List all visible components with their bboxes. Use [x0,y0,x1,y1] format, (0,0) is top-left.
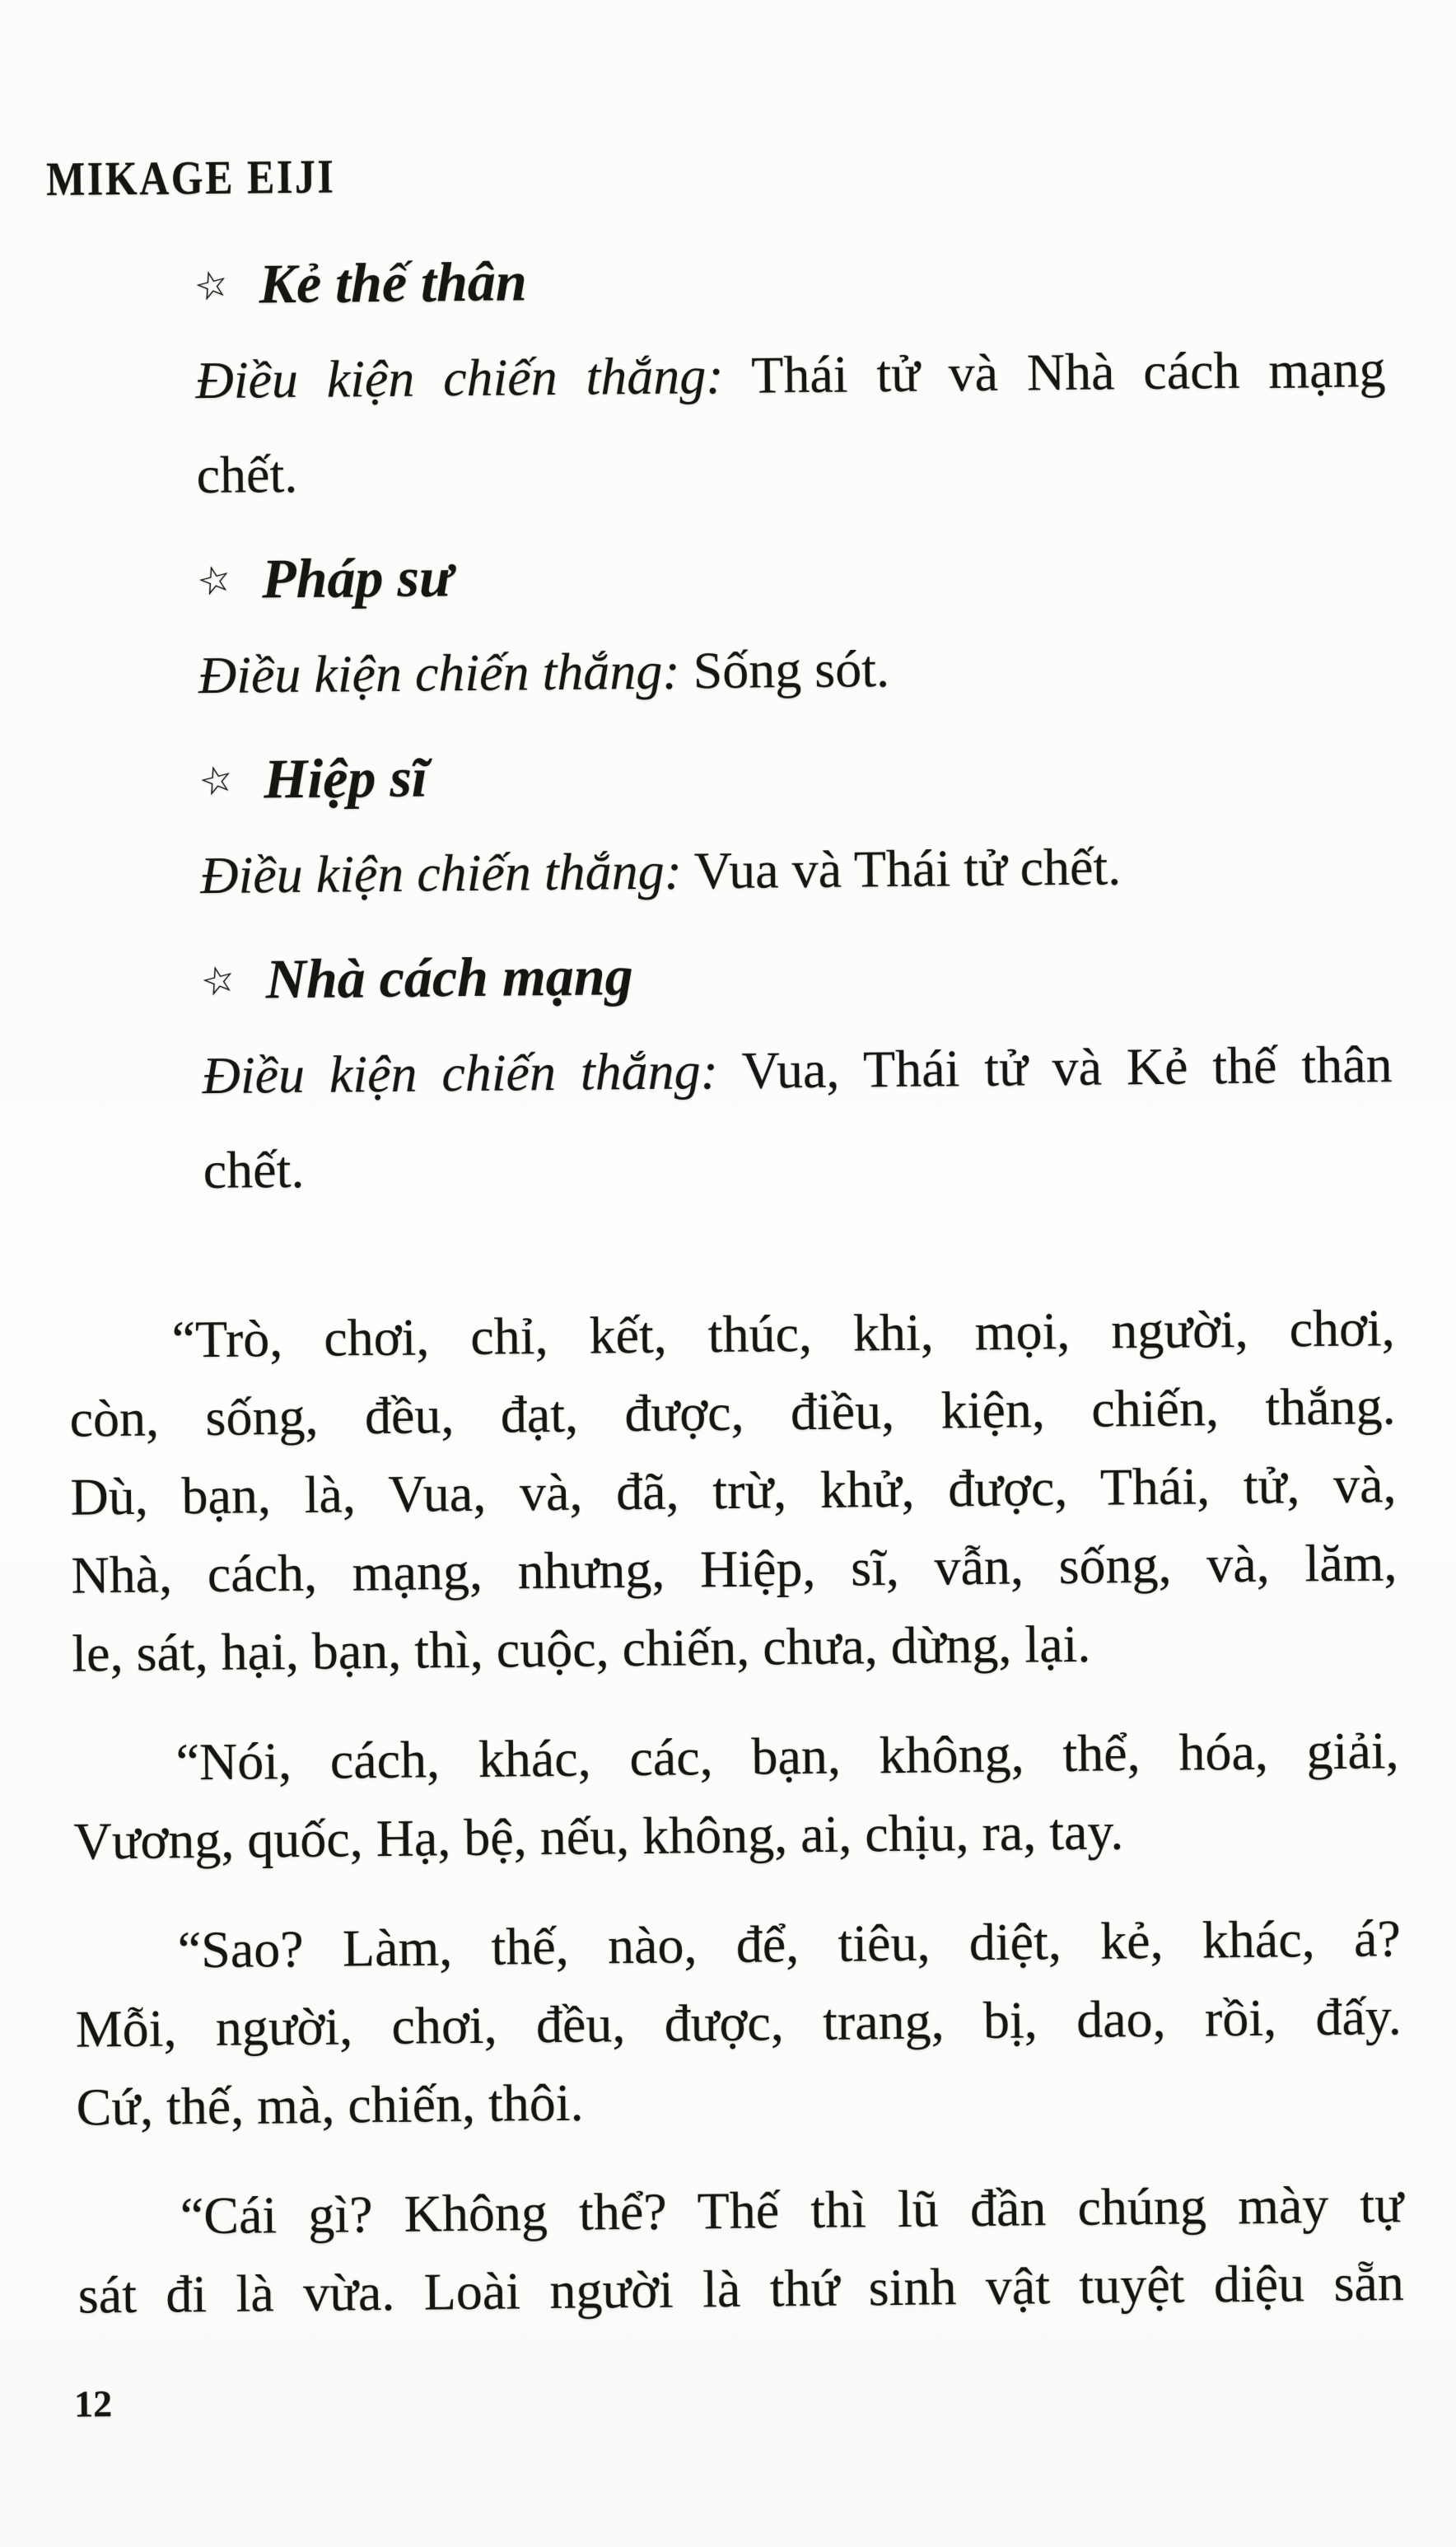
text-line: Vương, quốc, Hạ, bệ, nếu, không, ai, chịu, ra, tay. [73,1802,1124,1871]
text-line: le, sát, hại, bạn, thì, cuộc, chiến, chưa, dừng, lại. [72,1614,1091,1683]
condition-label: Điều kiện chiến thắng: [202,1040,719,1105]
text-line: còn, sống, đều, đạt, được, điều, kiện, chiến, thắng. [69,1376,1396,1448]
star-bullet-icon: ☆ [193,555,236,605]
role-heading [193,521,1388,628]
role-rules-list [58,226,1393,1218]
condition-text: Vua và Thái tử chết. [693,837,1122,900]
text-line: “Cái gì? Không thể? Thế thì lũ đần chúng mày tự [180,2174,1404,2246]
text-line: Dù, bạn, là, Vua, và, đã, trừ, khử, được, Thái, tử, và, [70,1455,1397,1526]
victory-condition-wrap: chết. [203,1139,305,1199]
victory-condition-wrap: chết. [196,444,298,504]
paragraph [68,1288,1398,1692]
role-name: Hiệp sĩ [264,745,428,811]
role-heading [196,921,1392,1028]
text-line: Mỗi, người, chơi, đều, được, trang, bị, dao, rồi, đấy. [75,1987,1402,2059]
text-line: “Sao? Làm, thế, nào, để, tiêu, diệt, kẻ, khác, á? [177,1909,1402,1979]
page-number: 12 [73,2382,113,2425]
paragraph [72,1711,1400,1880]
role-name: Kẻ thế thân [259,250,527,315]
victory-condition [195,321,1386,428]
role-heading [194,721,1390,828]
text-line: Nhà, cách, mạng, nhưng, Hiệp, sĩ, vẫn, sống, và, lăm, [71,1533,1398,1605]
body-text [68,1288,1404,2334]
condition-text: Sống sót. [693,638,890,700]
condition-text: Thái tử và Nhà cách mạng [750,339,1386,404]
victory-condition [198,616,1388,722]
paragraph [77,2165,1404,2334]
star-bullet-icon: ☆ [196,956,240,1006]
text-line: Cứ, thế, mà, chiến, thôi. [76,2073,584,2137]
star-bullet-icon: ☆ [189,260,234,311]
running-header-author: MIKAGE EIJI [45,149,336,206]
role-name: Nhà cách mạng [265,943,633,1011]
text-line: sát đi là vừa. Loài người là thứ sinh vật tuyệt diệu sẵn [77,2252,1405,2325]
victory-condition [200,816,1391,923]
paragraph [74,1899,1402,2146]
victory-condition [202,1016,1393,1123]
role-heading [189,226,1385,333]
text-line: “Nói, cách, khác, các, bạn, không, thể, hóa, giải, [175,1721,1399,1792]
condition-text: Vua, Thái tử và Kẻ thế thân [741,1035,1393,1100]
condition-label: Điều kiện chiến thắng: [195,345,724,409]
star-bullet-icon: ☆ [194,755,239,806]
text-line: “Trò, chơi, chỉ, kết, thúc, khi, mọi, người, chơi, [171,1298,1395,1369]
condition-label: Điều kiện chiến thắng: [199,841,683,904]
role-name: Pháp sư [261,544,454,610]
condition-label: Điều kiện chiến thắng: [198,641,680,704]
